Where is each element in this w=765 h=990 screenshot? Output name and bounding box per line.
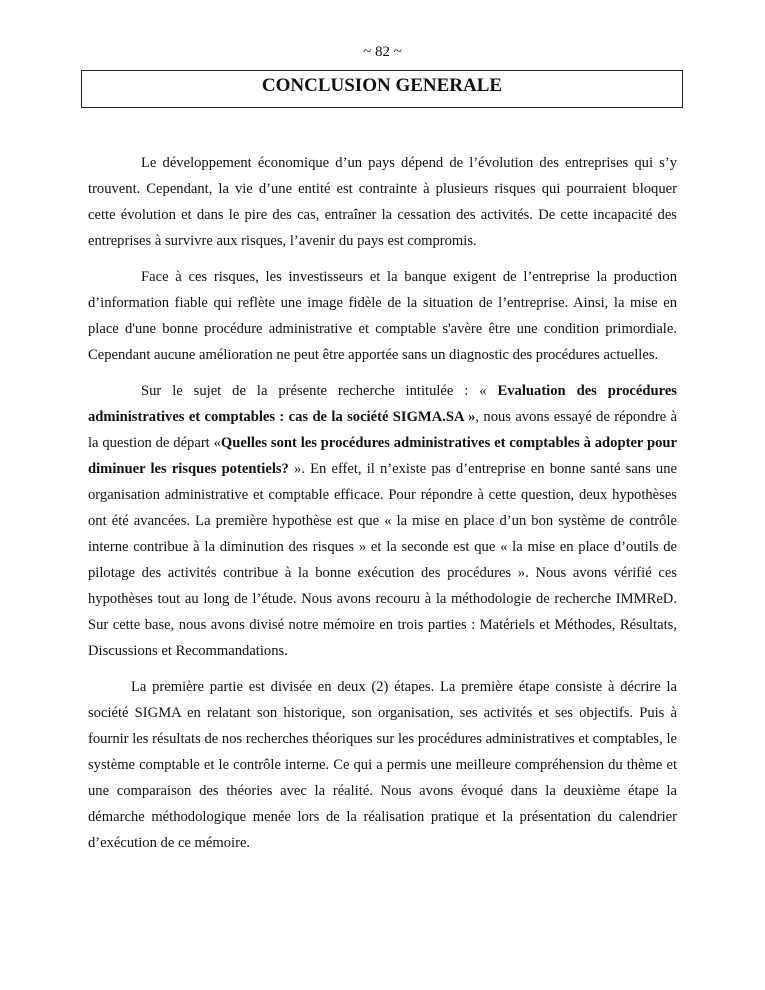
paragraph-3 <box>88 378 677 664</box>
paragraph-2: Face à ces risques, les investisseurs et la banque exigent de l’entreprise la production d’information fiable qui reflète une image fidèle de la situation de l’entreprise. Ainsi, la mise en place d'une bonne procédure administrative et comptable s'avère être une condition primordiale. Cependant aucune amélioration ne peut être apportée sans un diagnostic des procédures actuelles. <box>88 269 677 363</box>
paragraph-3-intro: Sur le sujet de la présente recherche intitulée : « <box>141 383 498 399</box>
title-box <box>81 70 683 108</box>
paragraph-4: La première partie est divisée en deux (2) étapes. La première étape consiste à décrire la société SIGMA en relatant son historique, son organisation, ses activités et ses objectifs. Puis à fournir les résultats de nos recherches théoriques sur les procédures administratives et comptables, le système comptable et le contrôle interne. Ce qui a permis une meilleure compréhension du thème et une comparaison des théories avec la réalité. Nous avons évoqué dans la deuxième étape la démarche méthodologique menée lors de la réalisation pratique et la présentation du calendrier d’exécution de ce mémoire. <box>88 679 677 851</box>
research-question: Quelles sont les procédures administratives et comptables à adopter pour diminuer les risques potentiels? <box>88 435 677 477</box>
document-body <box>88 150 677 866</box>
page-title: CONCLUSION GENERALE <box>261 75 503 96</box>
research-title: Evaluation des procédures administratives et comptables : cas de la société SIGMA.SA » <box>88 383 677 425</box>
paragraph-1: Le développement économique d’un pays dépend de l’évolution des entreprises qui s’y trouvent. Cependant, la vie d’une entité est contrainte à plusieurs risques qui pourraient bloquer cette évolution et dans le pire des cas, entraîner la cessation des activités. De cette incapacité des entreprises à survivre aux risques, l’avenir du pays est compromis. <box>88 155 677 249</box>
paragraph-3-mid: , nous avons essayé de répondre à la question de départ « <box>88 409 677 451</box>
paragraph-3-rest: ». En effet, il n’existe pas d’entreprise en bonne santé sans une organisation administrative et comptable efficace. Pour répondre à cette question, deux hypothèses ont été avancées. La première hypothèse est que « la mise en place d’un bon système de contrôle interne contribue à la diminution des risques » et la seconde est que « la mise en place d’outils de pilotage des activités contribue à la bonne exécution des procédures ». Nous avons vérifié ces hypothèses tout au long de l’étude. Nous avons recouru à la méthodologie de recherche IMMReD. Sur cette base, nous avons divisé notre mémoire en trois parties : Matériels et Méthodes, Résultats, Discussions et Recommandations. <box>88 461 677 659</box>
page-number: ~ 82 ~ <box>363 44 402 60</box>
